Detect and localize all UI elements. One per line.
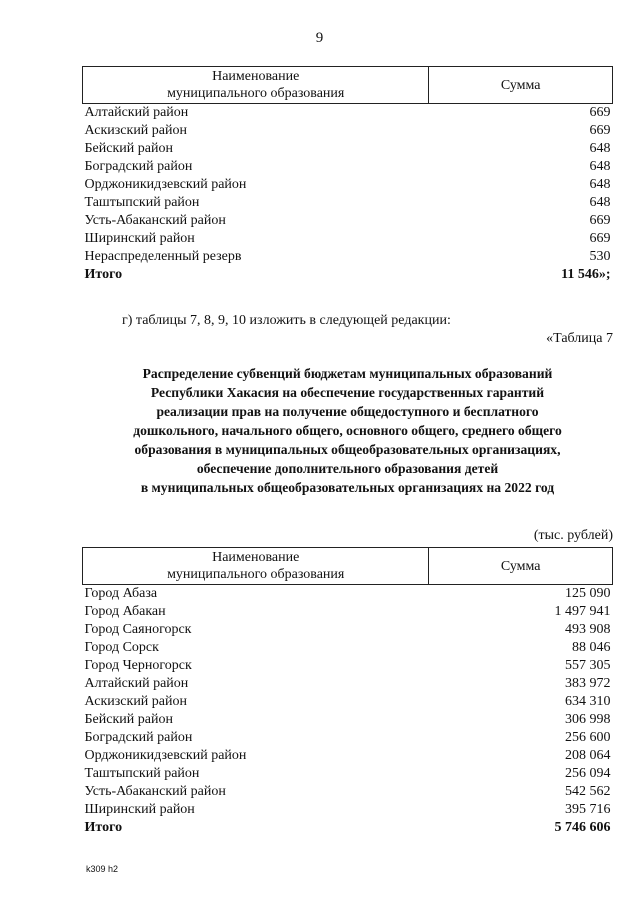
amount: 557 305 [565, 658, 611, 673]
table2-body [83, 585, 613, 838]
total-row [83, 819, 613, 837]
total-row [83, 266, 613, 284]
municipality-name: Боградский район [84, 730, 193, 745]
table-row [83, 248, 613, 266]
title-line: образования в муниципальных общеобразовательных организациях, [134, 442, 561, 457]
amount: 125 090 [565, 586, 611, 601]
table-row [83, 140, 613, 158]
table-row [83, 194, 613, 212]
title-line: в муниципальных общеобразовательных организациях на 2022 год [140, 480, 555, 495]
municipality-name: Бейский район [84, 712, 173, 727]
table-row [83, 603, 613, 621]
table-row [83, 765, 613, 783]
municipality-name: Усть-Абаканский район [84, 213, 226, 228]
table-row [83, 747, 613, 765]
table-subsidies-1 [82, 66, 613, 284]
amount: 669 [589, 105, 611, 120]
table-row [83, 693, 613, 711]
municipality-name: Таштыпский район [84, 195, 200, 210]
table-subsidies-2 [82, 547, 613, 837]
municipality-name: Ширинский район [84, 802, 195, 817]
table-row [83, 212, 613, 230]
amount: 256 094 [565, 766, 611, 781]
table-row [83, 801, 613, 819]
header-name-line2: муниципального образования [167, 86, 345, 101]
municipality-name: Ширинский район [84, 231, 195, 246]
municipality-name: Город Сорск [84, 640, 159, 655]
municipality-name: Аскизский район [84, 694, 187, 709]
municipality-name: Боградский район [84, 159, 193, 174]
table-reference: «Таблица 7 [546, 331, 613, 346]
municipality-name: Таштыпский район [84, 766, 200, 781]
amount: 395 716 [565, 802, 611, 817]
table-row [83, 729, 613, 747]
amount: 383 972 [565, 676, 611, 691]
amount: 648 [589, 195, 611, 210]
title-line: обеспечение дополнительного образования детей [196, 461, 499, 476]
amount: 669 [589, 231, 611, 246]
amount: 669 [589, 213, 611, 228]
amount: 648 [589, 159, 611, 174]
header-sum: Сумма [429, 67, 613, 104]
municipality-name: Город Абаза [84, 586, 158, 601]
title-line: Республики Хакасия на обеспечение государственных гарантий [150, 385, 545, 400]
municipality-name: Бейский район [84, 141, 173, 156]
municipality-name: Город Саяногорск [84, 622, 192, 637]
municipality-name: Орджоникидзевский район [84, 748, 247, 763]
total-label: Итого [84, 820, 123, 835]
units-label: (тыс. рублей) [533, 528, 613, 543]
amount: 493 908 [565, 622, 611, 637]
table-row [83, 104, 613, 123]
table-title [82, 364, 613, 497]
header-sum: Сумма [429, 548, 613, 585]
table-row [83, 230, 613, 248]
amount: 530 [589, 249, 611, 264]
amount: 542 562 [565, 784, 611, 799]
amount: 634 310 [565, 694, 611, 709]
header-name [83, 67, 429, 104]
table-row [83, 711, 613, 729]
table-row [83, 657, 613, 675]
table-row [83, 621, 613, 639]
total-label: Итого [84, 267, 123, 282]
amount: 306 998 [565, 712, 611, 727]
amount: 648 [589, 177, 611, 192]
municipality-name: Нераспределенный резерв [84, 249, 242, 264]
table-row [83, 783, 613, 801]
municipality-name: Аскизский район [84, 123, 187, 138]
amount: 256 600 [565, 730, 611, 745]
header-name [83, 548, 429, 585]
municipality-name: Алтайский район [84, 105, 189, 120]
table-row [83, 158, 613, 176]
title-line: реализации прав на получение общедоступного и бесплатного [156, 404, 539, 419]
table-row [83, 585, 613, 604]
header-name-line1: Наименование [212, 69, 300, 84]
amount: 669 [589, 123, 611, 138]
municipality-name: Орджоникидзевский район [84, 177, 247, 192]
title-line: Распределение субвенций бюджетам муниципальных образований [142, 366, 553, 381]
title-line: дошкольного, начального общего, основного общего, среднего общего [133, 423, 562, 438]
municipality-name: Алтайский район [84, 676, 189, 691]
amount: 208 064 [565, 748, 611, 763]
table-row [83, 639, 613, 657]
footer-code: k309 h2 [86, 864, 119, 874]
table1-body [83, 104, 613, 285]
municipality-name: Город Абакан [84, 604, 166, 619]
table-row [83, 122, 613, 140]
amendment-paragraph: г) таблицы 7, 8, 9, 10 изложить в следующей редакции: [122, 313, 451, 328]
total-amount: 11 546»; [561, 267, 611, 282]
header-name-line2: муниципального образования [167, 567, 345, 582]
header-name-line1: Наименование [212, 550, 300, 565]
total-amount: 5 746 606 [554, 820, 611, 835]
amount: 1 497 941 [554, 604, 611, 619]
municipality-name: Усть-Абаканский район [84, 784, 226, 799]
page-number: 9 [315, 30, 324, 46]
table-row [83, 176, 613, 194]
municipality-name: Город Черногорск [84, 658, 192, 673]
table-row [83, 675, 613, 693]
amount: 648 [589, 141, 611, 156]
amount: 88 046 [572, 640, 611, 655]
